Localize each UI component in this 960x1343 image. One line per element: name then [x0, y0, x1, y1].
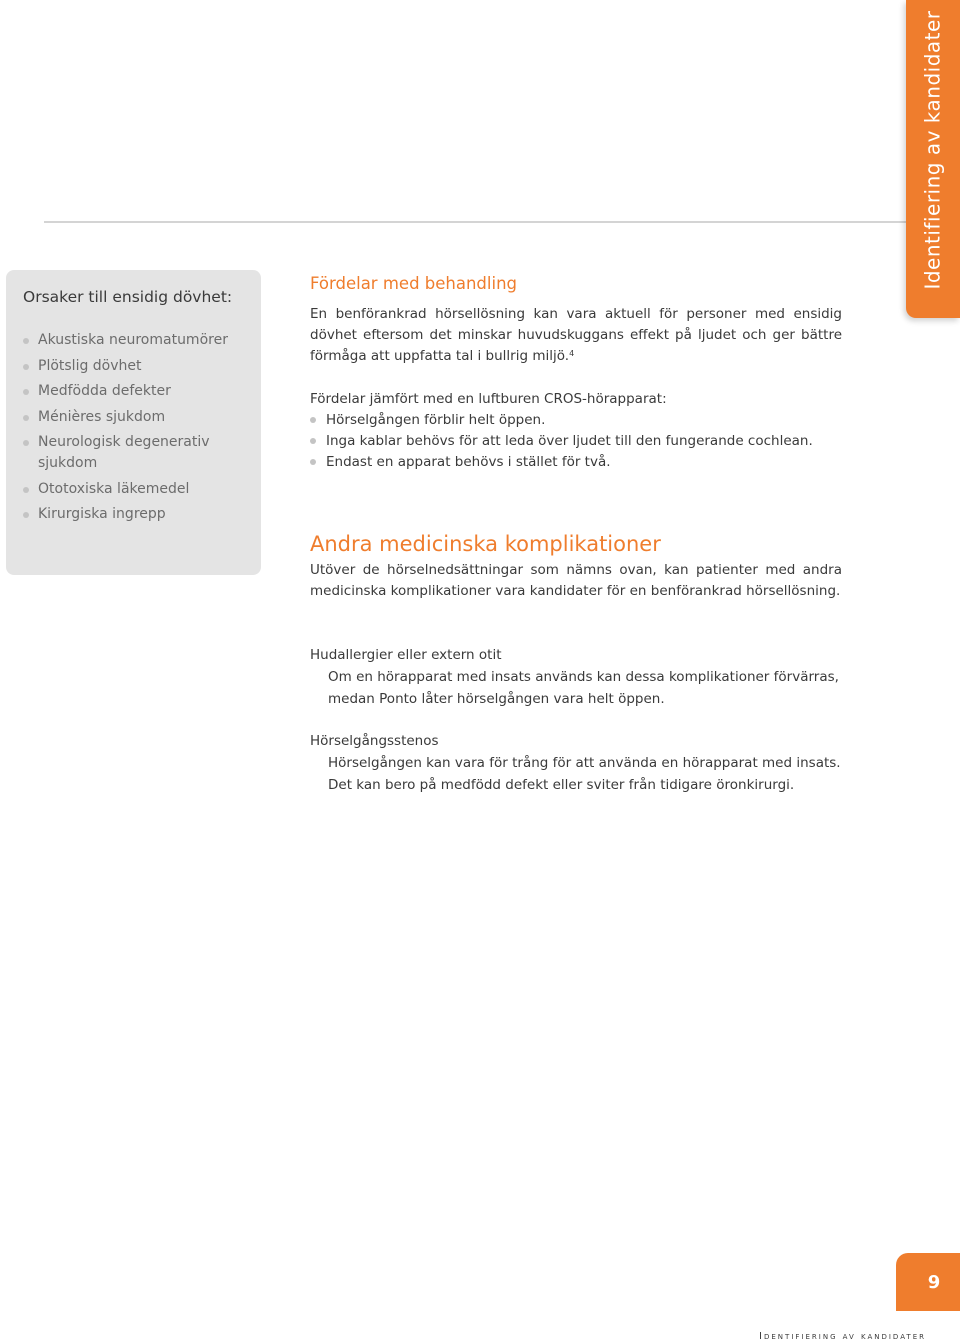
list-item: Hörselgången förblir helt öppen. [310, 410, 844, 431]
running-footer: Identifiering av kandidater [759, 1331, 926, 1342]
side-tab-label-wrap [906, 0, 960, 300]
bullet-icon [23, 364, 29, 370]
allergy-text: Om en hörapparat med insats används kan dessa komplikationer förvärras, medan Ponto låter hörselgången vara helt öppen. [328, 669, 839, 707]
list-item: Plötslig dövhet [23, 356, 253, 377]
cros-benefits-list [310, 410, 844, 473]
bullet-icon [310, 438, 316, 444]
sidebar-title: Orsaker till ensidig dövhet: [23, 288, 233, 306]
benefits-paragraph: En benförankrad hörsellösning kan vara aktuell för personer med ensidig dövhet eftersom det minskar huvudskuggans effekt på ljudet och ger bättre förmåga att uppfatta tal i bullrig miljö.$^4$ [310, 306, 842, 364]
list-item: Kirurgiska ingrepp [23, 504, 253, 525]
stenosis-text: Hörselgången kan vara för trång för att använda en hörapparat med insats. Det kan bero på medfödd defekt eller sviter från tidigare öronkirurgi. [328, 755, 841, 793]
list-item: Inga kablar behövs för att leda över ljudet till den fungerande cochlean. [310, 431, 844, 452]
bullet-icon [23, 415, 29, 421]
benefits-heading: Fördelar med behandling [310, 274, 518, 293]
complications-heading: Andra medicinska komplikationer [310, 532, 661, 556]
cros-list-intro: Fördelar jämfört med en luftburen CROS-hörapparat: [310, 391, 667, 407]
bullet-icon [23, 512, 29, 518]
bullet-icon [23, 338, 29, 344]
complications-paragraph: Utöver de hörselnedsättningar som nämns ovan, kan patienter med andra medicinska komplikationer vara kandidater för en benförankrad hörsellösning. [310, 562, 842, 599]
page-number: 9 [927, 1271, 941, 1293]
allergy-subheading: Hudallergier eller extern otit [310, 647, 502, 663]
list-item: Ototoxiska läkemedel [23, 479, 253, 500]
reference-marker: 4 [569, 349, 575, 358]
bullet-icon [310, 417, 316, 423]
stenosis-subheading: Hörselgångsstenos [310, 733, 439, 749]
bullet-icon [23, 389, 29, 395]
list-item: Ménières sjukdom [23, 407, 253, 428]
side-tab-label: Identifiering av kandidater [921, 10, 946, 290]
bullet-icon [23, 440, 29, 446]
list-item: Medfödda defekter [23, 381, 253, 402]
list-item: Neurologisk degenerativ sjukdom [23, 432, 213, 474]
list-item: Endast en apparat behövs i stället för två. [310, 452, 844, 473]
causes-list [23, 330, 253, 530]
header-rule [44, 221, 914, 223]
bullet-icon [310, 459, 316, 465]
bullet-icon [23, 487, 29, 493]
causes-sidebar [6, 270, 261, 575]
list-item: Akustiska neuromatumörer [23, 330, 253, 351]
